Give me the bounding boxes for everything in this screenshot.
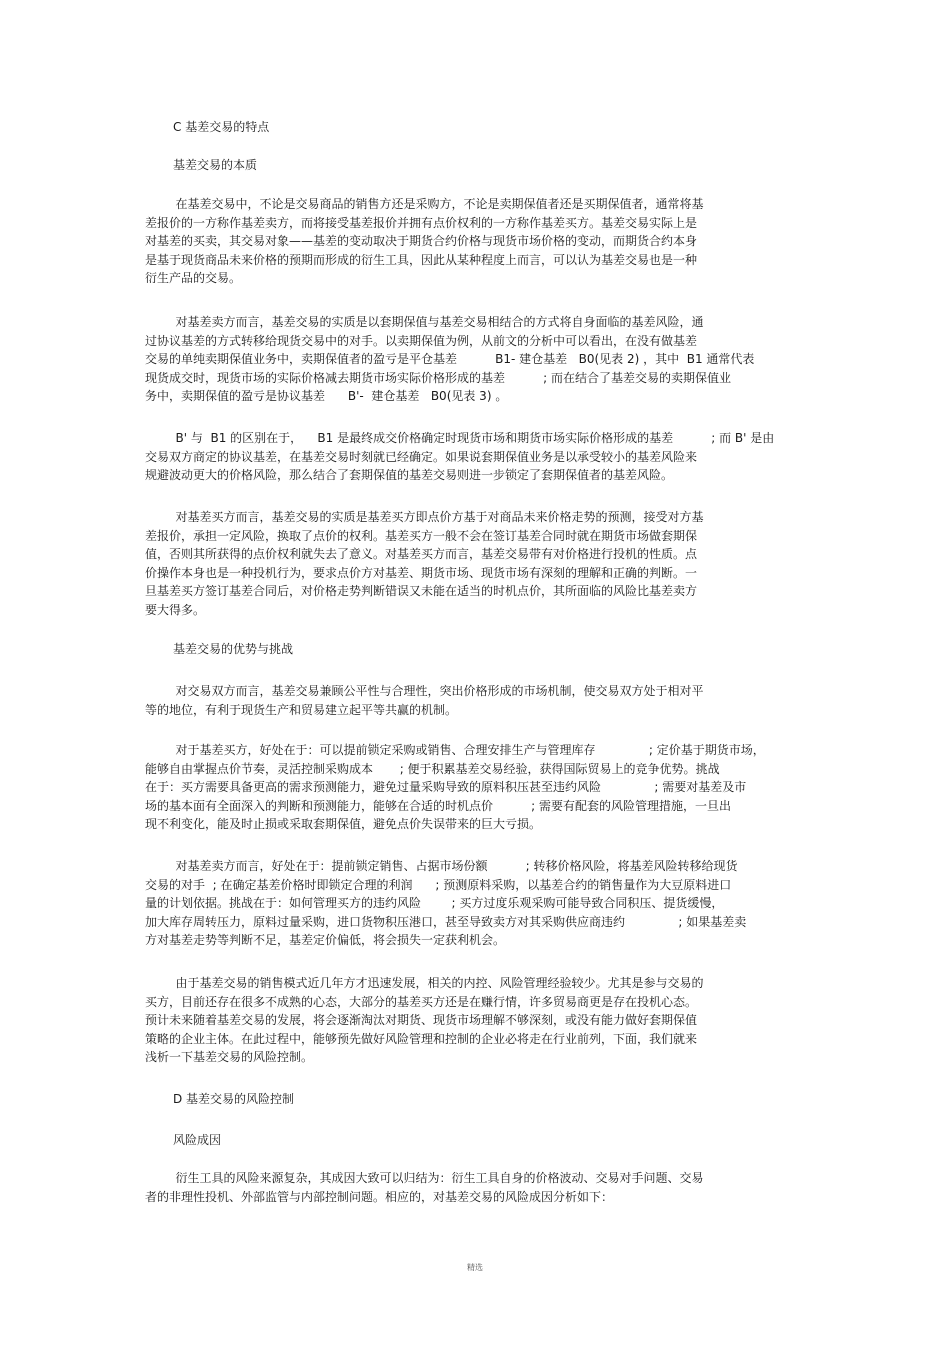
- text-line: 对交易双方而言，基差交易兼顾公平性与合理性，突出价格形成的市场机制，使交易双方处于相对平: [145, 684, 704, 698]
- text-line: 值，否则其所获得的点价权利就失去了意义。对基差买方而言，基差交易带有对价格进行投机的性质。点: [145, 547, 698, 562]
- text-line: 现货成交时，现货市场的实际价格减去期货市场实际价格形成的基差 ; 而在结合了基差交易的卖期保值业: [145, 370, 732, 385]
- text-line: 对基差卖方而言，基差交易的实质是以套期保值与基差交易相结合的方式将自身面临的基差风险，通: [145, 315, 704, 329]
- text-line: 要大得多。: [145, 602, 206, 617]
- subheading-advantages: 基差交易的优势与挑战: [173, 642, 294, 656]
- text-line: 方对基差走势等判断不足，基差定价偏低，将会损失一定获利机会。: [145, 933, 506, 948]
- text-line: 现不利变化，能及时止损或采取套期保值，避免点价失误带来的巨大亏损。: [145, 817, 542, 832]
- text-line: 是基于现货商品未来价格的预期而形成的衍生工具，因此从某种程度上而言，可以认为基差交易也是一种: [145, 252, 698, 267]
- paragraph-3: [145, 429, 774, 485]
- paragraph-5: [145, 682, 704, 719]
- page-footer: 精选: [467, 1263, 483, 1272]
- text-line: 策略的企业主体。在此过程中，能够预先做好风险管理和控制的企业必将走在行业前列，下面，我们就来: [145, 1031, 698, 1046]
- text-line: 交易双方商定的协议基差，在基差交易时刻就已经确定。如果说套期保值业务是以承受较小的基差风险来: [145, 449, 698, 464]
- text-line: 浅析一下基差交易的风险控制。: [145, 1050, 314, 1065]
- text-line: 旦基差买方签订基差合同后，对价格走势判断错误又未能在适当的时机点价，其所面临的风险比基差卖方: [145, 584, 698, 599]
- text-line: 衍生工具的风险来源复杂，其成因大致可以归结为：衍生工具自身的价格波动、交易对手问题、交易: [145, 1171, 704, 1185]
- text-line: 场的基本面有全面深入的判断和预测能力，能够在合适的时机点价 ; 需要有配套的风险管理措施，一旦出: [145, 798, 732, 813]
- text-line: 过协议基差的方式转移给现货交易中的对手。以卖期保值为例，从前文的分析中可以看出，在没有做基差: [145, 333, 698, 348]
- text-line: 衍生产品的交易。: [145, 271, 242, 286]
- text-line: 规避波动更大的价格风险，那么结合了套期保值的基差交易则进一步锁定了套期保值者的基差风险。: [145, 468, 674, 483]
- paragraph-4: [145, 508, 704, 620]
- subheading-essence: 基差交易的本质: [173, 158, 258, 172]
- section-heading-c: C 基差交易的特点: [173, 120, 270, 134]
- text-line: 在基差交易中，不论是交易商品的销售方还是采购方，不论是卖期保值者还是买期保值者，通常将基: [145, 197, 704, 211]
- text-line: 差报价，承担一定风险，换取了点价的权利。基差买方一般不会在签订基差合同时就在期货市场做套期保: [145, 528, 698, 543]
- text-line: 对基差卖方而言，好处在于：提前锁定销售、占据市场份额 ; 转移价格风险，将基差风险转移给现货: [145, 859, 738, 873]
- text-line: 能够自由掌握点价节奏，灵活控制采购成本 ; 便于积累基差交易经验，获得国际贸易上的竞争优势。挑战: [145, 761, 720, 776]
- text-line: 价操作本身也是一种投机行为，要求点价方对基差、期货市场、现货市场有深刻的理解和正确的判断。一: [145, 565, 698, 580]
- paragraph-7: [145, 857, 746, 950]
- paragraph-6: [145, 741, 765, 834]
- text-line: 由于基差交易的销售模式近几年方才迅速发展，相关的内控、风险管理经验较少。尤其是参与交易的: [145, 976, 704, 990]
- text-line: B' 与 B1 的区别在于， B1 是最终成交价格确定时现货市场和期货市场实际价格形成的基差 ; 而 B' 是由: [145, 431, 775, 445]
- paragraph-2: [145, 313, 754, 406]
- text-line: 务中，卖期保值的盈亏是协议基差 B'- 建仓基差 B0(见表 3) 。: [145, 389, 508, 404]
- text-line: 加大库存周转压力，原料过量采购，进口货物积压港口，甚至导致卖方对其采购供应商违约 ; 如果基差卖: [145, 914, 747, 929]
- text-line: 对基差的买卖，其交易对象——基差的变动取决于期货合约价格与现货市场价格的变动，而期货合约本身: [145, 234, 698, 249]
- text-line: 买方，目前还存在很多不成熟的心态，大部分的基差买方还是在赚行情，许多贸易商更是存在投机心态。: [145, 994, 698, 1009]
- section-heading-d: D 基差交易的风险控制: [173, 1092, 295, 1106]
- paragraph-9: [145, 1169, 704, 1206]
- subheading-risk-cause: 风险成因: [173, 1133, 222, 1147]
- text-line: 等的地位，有利于现货生产和贸易建立起平等共赢的机制。: [145, 702, 458, 717]
- paragraph-8: [145, 974, 704, 1067]
- text-line: 对于基差买方，好处在于：可以提前锁定采购或销售、合理安排生产与管理库存 ; 定价基于期货市场，: [145, 743, 765, 757]
- text-line: 交易的对手 ; 在确定基差价格时即锁定合理的利润 ; 预测原料采购，以基差合约的销售量作为大豆原料进口: [145, 877, 732, 892]
- text-line: 差报价的一方称作基差卖方，而将接受基差报价并拥有点价权利的一方称作基差买方。基差交易实际上是: [145, 215, 698, 230]
- paragraph-1: [145, 195, 704, 288]
- text-line: 预计未来随着基差交易的发展，将会逐渐淘汰对期货、现货市场理解不够深刻，或没有能力做好套期保值: [145, 1013, 698, 1028]
- text-line: 对基差买方而言，基差交易的实质是基差买方即点价方基于对商品未来价格走势的预测，接受对方基: [145, 510, 704, 524]
- text-line: 交易的单纯卖期保值业务中，卖期保值者的盈亏是平仓基差 B1- 建仓基差 B0(见表 2) ，其中 B1 通常代表: [145, 352, 755, 367]
- text-line: 者的非理性投机、外部监管与内部控制问题。相应的，对基差交易的风险成因分析如下：: [145, 1189, 614, 1204]
- text-line: 在于：买方需要具备更高的需求预测能力，避免过量采购导致的原料积压甚至违约风险 ; 需要对基差及市: [145, 780, 747, 795]
- text-line: 量的计划依据。挑战在于：如何管理买方的违约风险 ; 买方过度乐观采购可能导致合同积压、提货缓慢，: [145, 896, 724, 911]
